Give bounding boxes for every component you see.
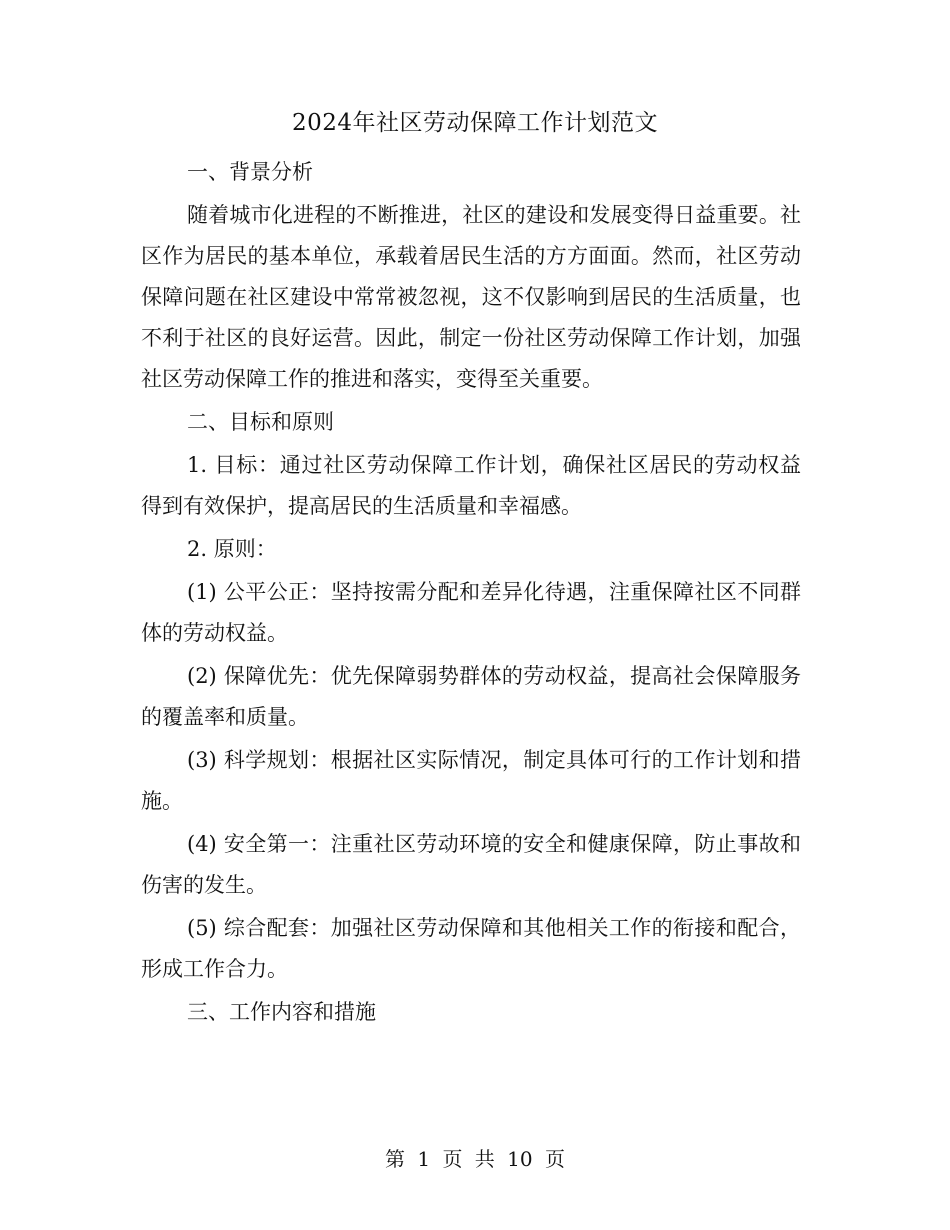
document-title: 2024年社区劳动保障工作计划范文	[291, 110, 659, 136]
section-heading-measures: 三、工作内容和措施	[187, 1000, 376, 1024]
page-footer: 第 1 页 共 10 页	[385, 1147, 565, 1171]
paragraph-background: 随着城市化进程的不断推进，社区的建设和发展变得日益重要。社区作为居民的基本单位，承载着居民生活的方方面面。然而，社区劳动保障问题在社区建设中常常被忽视，这不仅影响到居民的生活质量，也不利于社区的良好运营。因此，制定一份社区劳动保障工作计划，加强社区劳动保障工作的推进和落实，变得至关重要。	[141, 203, 801, 391]
paragraph-principles-label: 2. 原则：	[187, 537, 277, 561]
paragraph-goal: 1. 目标：通过社区劳动保障工作计划，确保社区居民的劳动权益得到有效保护，提高居民的生活质量和幸福感。	[141, 453, 801, 518]
principle-item-3: (3) 科学规划：根据社区实际情况，制定具体可行的工作计划和措施。	[141, 748, 801, 813]
section-heading-goals: 二、目标和原则	[187, 410, 334, 434]
document-body	[141, 152, 801, 1035]
principle-item-4: (4) 安全第一：注重社区劳动环境的安全和健康保障，防止事故和伤害的发生。	[141, 832, 801, 897]
principle-item-1: (1) 公平公正：坚持按需分配和差异化待遇，注重保障社区不同群体的劳动权益。	[141, 580, 801, 645]
principle-item-2: (2) 保障优先：优先保障弱势群体的劳动权益，提高社会保障服务的覆盖率和质量。	[141, 664, 801, 729]
principle-item-5: (5) 综合配套：加强社区劳动保障和其他相关工作的衔接和配合，形成工作合力。	[141, 916, 801, 981]
section-heading-background: 一、背景分析	[187, 160, 313, 184]
